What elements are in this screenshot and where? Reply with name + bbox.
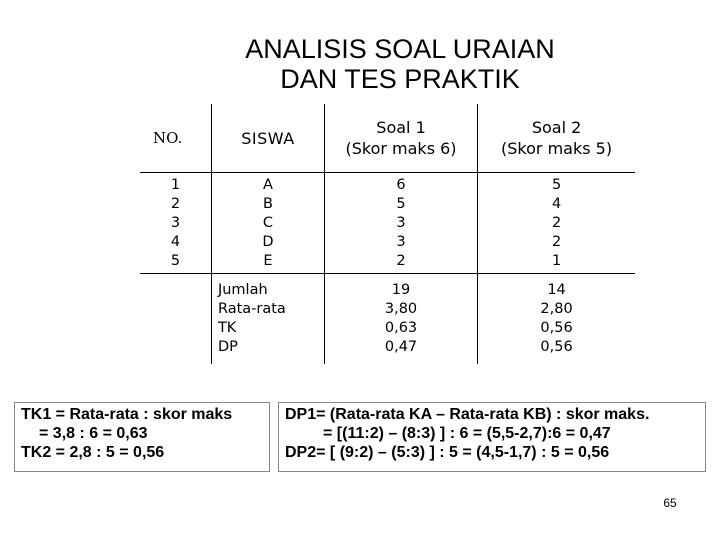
stat-soal2-value: 2,80 — [540, 301, 573, 317]
title-line-1: ANALISIS SOAL URAIAN — [245, 34, 555, 64]
stat-soal1-value: 0,63 — [384, 320, 418, 336]
slide-title — [150, 34, 650, 94]
cell-soal2-list — [478, 173, 635, 274]
header-soal1-line2: (Skor maks 6) — [345, 139, 457, 158]
cell-stats-empty — [140, 274, 211, 365]
header-no: NO. — [140, 104, 211, 173]
header-soal1 — [324, 104, 477, 173]
soal2-value: 4 — [551, 195, 562, 212]
soal1-value: 6 — [396, 176, 406, 193]
cell-siswa-list — [211, 173, 324, 274]
cell-no-list — [140, 173, 211, 274]
cell-stat-labels — [211, 274, 324, 365]
stat-soal2-value: 14 — [547, 282, 566, 298]
header-siswa: SISWA — [211, 104, 324, 173]
no-value: 4 — [170, 233, 181, 250]
analysis-table — [140, 104, 635, 364]
stat-soal2-value: 0,56 — [540, 339, 573, 355]
soal1-value: 3 — [396, 214, 406, 231]
stat-label: TK — [217, 320, 237, 336]
siswa-value: D — [262, 233, 274, 250]
siswa-value: A — [262, 176, 273, 193]
tk-line-1: TK1 = Rata-rata : skor maks — [21, 406, 233, 423]
soal2-value: 2 — [551, 233, 562, 250]
soal1-value: 5 — [396, 195, 406, 212]
siswa-value: B — [262, 195, 273, 212]
title-line-2: DAN TES PRAKTIK — [280, 64, 520, 94]
stat-soal2-value: 0,56 — [540, 320, 573, 336]
no-value: 1 — [170, 176, 181, 193]
cell-stat-soal2 — [478, 274, 635, 365]
stat-label: DP — [217, 339, 238, 355]
dp-formula-box — [278, 402, 706, 472]
stat-soal1-value: 19 — [391, 282, 411, 298]
tk-formula-box — [14, 402, 270, 472]
cell-soal1-list — [324, 173, 477, 274]
cell-stat-soal1 — [324, 274, 477, 365]
stat-label: Rata-rata — [217, 301, 286, 317]
header-soal2-line1: Soal 2 — [531, 118, 582, 137]
dp-line-2: = [(11:2) – (8:3) ] : 6 = (5,5-2,7):6 = 0,47 — [323, 425, 611, 442]
siswa-value: C — [262, 214, 273, 231]
soal2-value: 2 — [551, 214, 562, 231]
tk-line-3: TK2 = 2,8 : 5 = 0,56 — [21, 444, 165, 461]
table-header-row — [140, 104, 635, 173]
siswa-value: E — [263, 252, 273, 269]
soal2-value: 1 — [551, 252, 562, 269]
no-value: 5 — [170, 252, 181, 269]
soal1-value: 2 — [396, 252, 406, 269]
page-number: 65 — [663, 496, 677, 510]
no-value: 2 — [170, 195, 181, 212]
table-row-stats — [140, 274, 635, 365]
stat-label: Jumlah — [217, 282, 268, 298]
header-soal2 — [478, 104, 635, 173]
tk-line-2: = 3,8 : 6 = 0,63 — [39, 425, 148, 442]
stat-soal1-value: 3,80 — [384, 301, 418, 317]
no-value: 3 — [170, 214, 181, 231]
soal2-value: 5 — [551, 176, 562, 193]
header-soal2-line2: (Skor maks 5) — [501, 139, 613, 158]
stat-soal1-value: 0,47 — [384, 339, 418, 355]
soal1-value: 3 — [396, 233, 406, 250]
header-soal1-line1: Soal 1 — [376, 118, 426, 137]
dp-line-3: DP2= [ (9:2) – (5:3) ] : 5 = (4,5-1,7) : 5 = 0,56 — [285, 444, 610, 461]
table-row-students — [140, 173, 635, 274]
dp-line-1: DP1= (Rata-rata KA – Rata-rata KB) : skor maks. — [285, 406, 650, 423]
